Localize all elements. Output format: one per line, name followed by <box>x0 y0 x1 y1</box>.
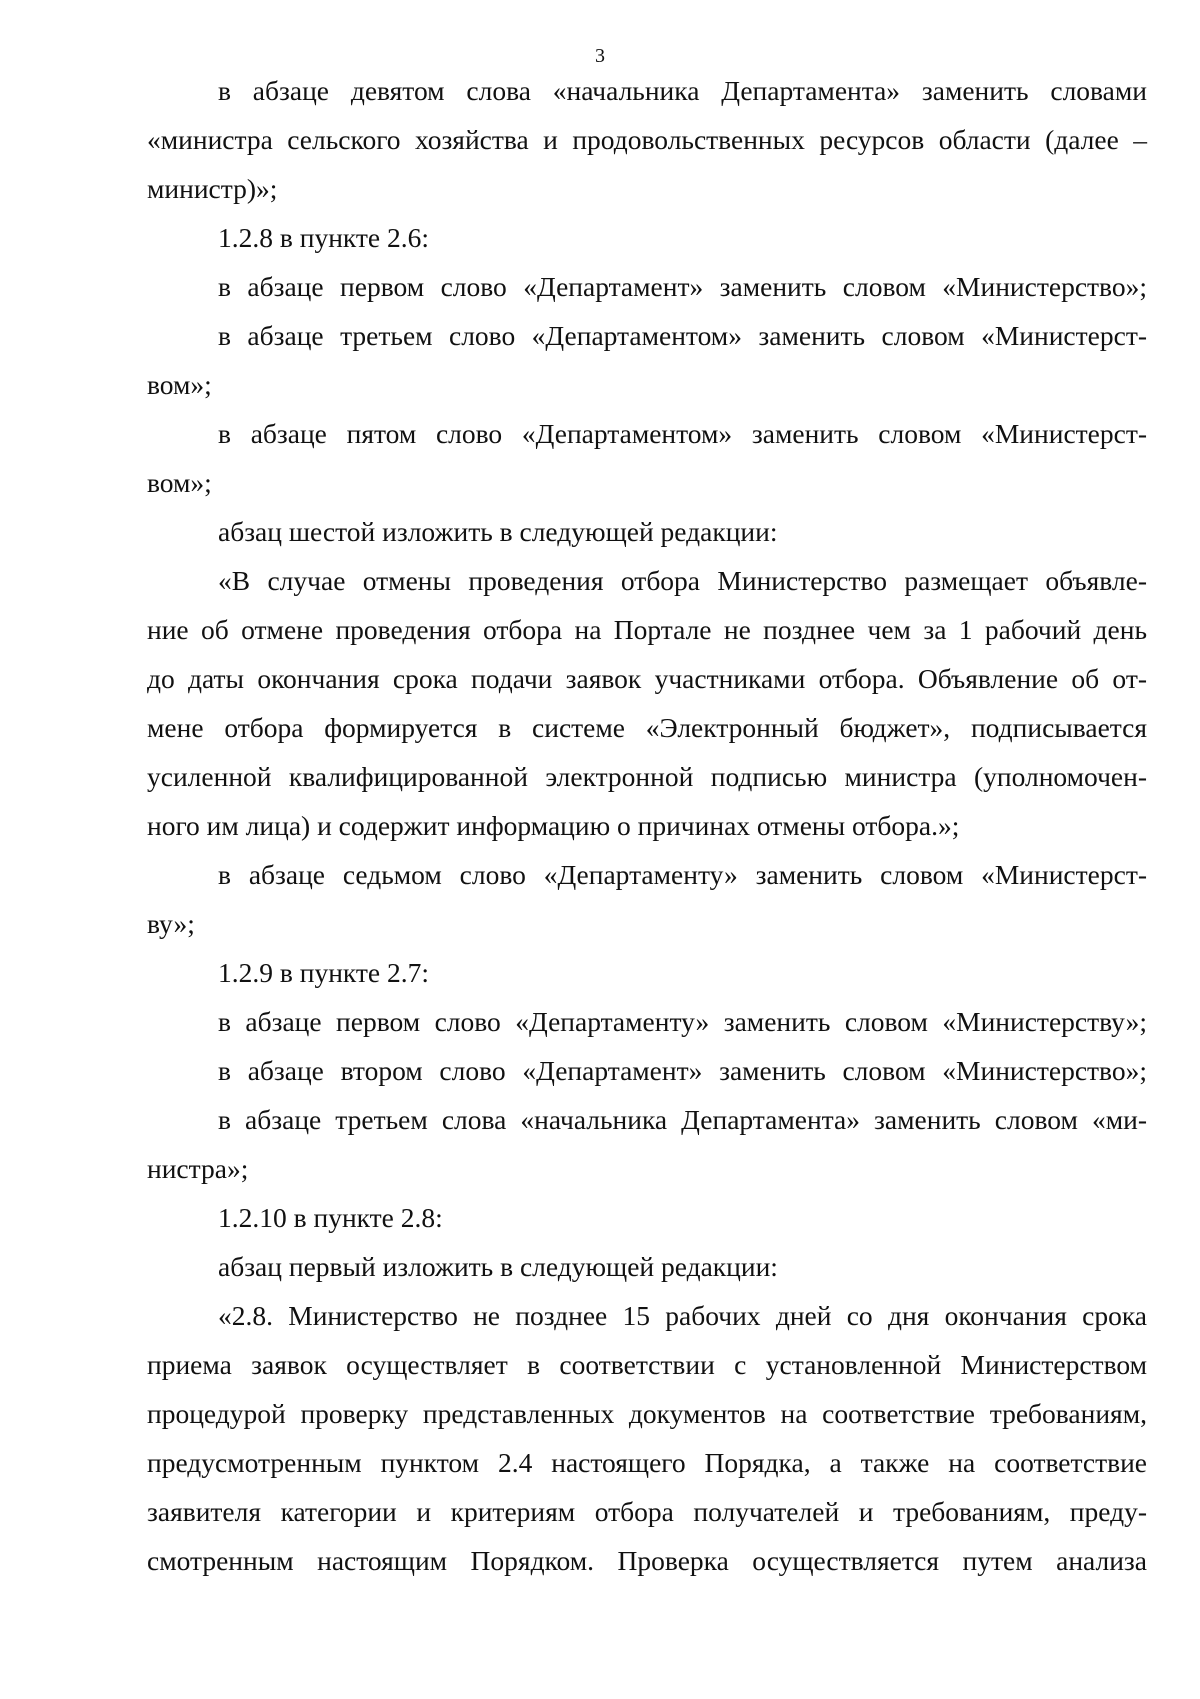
text-line: абзац шестой изложить в следующей редакции: <box>218 516 778 547</box>
text-line: в абзаце третьем слова «начальника Департамента» заменить словом «ми- <box>218 1104 1147 1135</box>
text-line: до даты окончания срока подачи заявок участниками отбора. Объявление об от- <box>147 663 1147 694</box>
text-line: заявителя категории и критериям отбора получателей и требованиям, преду- <box>147 1496 1147 1527</box>
text-line: в абзаце втором слово «Департамент» заменить словом «Министерство»; <box>218 1055 1147 1086</box>
text-line: в абзаце пятом слово «Департаментом» заменить словом «Министерст- <box>218 418 1147 449</box>
text-line: мене отбора формируется в системе «Электронный бюджет», подписывается <box>147 712 1147 743</box>
text-line: абзац первый изложить в следующей редакции: <box>218 1251 778 1282</box>
text-line: в абзаце первом слово «Департаменту» заменить словом «Министерству»; <box>218 1006 1147 1037</box>
text-line: смотренным настоящим Порядком. Проверка осуществляется путем анализа <box>147 1545 1147 1576</box>
text-line: приема заявок осуществляет в соответствии с установленной Министерством <box>147 1349 1147 1380</box>
text-line: усиленной квалифицированной электронной подписью министра (уполномочен- <box>147 761 1147 792</box>
text-line: процедурой проверку представленных документов на соответствие требованиям, <box>147 1398 1147 1429</box>
text-line: в абзаце седьмом слово «Департаменту» заменить словом «Министерст- <box>218 859 1147 890</box>
text-line: в абзаце девятом слова «начальника Департамента» заменить словами <box>218 75 1147 106</box>
document-body <box>147 66 1147 1585</box>
text-line: «В случае отмены проведения отбора Министерство размещает объявле- <box>218 565 1147 596</box>
text-line: вом»; <box>147 369 212 400</box>
text-line: нистра»; <box>147 1153 249 1184</box>
text-line: в абзаце третьем слово «Департаментом» заменить словом «Министерст- <box>218 320 1147 351</box>
text-line: министр)»; <box>147 173 278 204</box>
text-line: в абзаце первом слово «Департамент» заменить словом «Министерство»; <box>218 271 1147 302</box>
text-line: 1.2.8 в пункте 2.6: <box>218 222 430 253</box>
text-line: предусмотренным пунктом 2.4 настоящего Порядка, а также на соответствие <box>147 1447 1147 1478</box>
text-line: «2.8. Министерство не позднее 15 рабочих дней со дня окончания срока <box>218 1300 1147 1331</box>
text-line: ного им лица) и содержит информацию о причинах отмены отбора.»; <box>147 810 960 841</box>
text-line: вом»; <box>147 467 212 498</box>
text-line: ву»; <box>147 908 195 939</box>
text-line: ние об отмене проведения отбора на Портале не позднее чем за 1 рабочий день <box>147 614 1147 645</box>
page-number: 3 <box>595 45 605 67</box>
text-line: 1.2.10 в пункте 2.8: <box>218 1202 443 1233</box>
text-line: 1.2.9 в пункте 2.7: <box>218 957 430 988</box>
text-line: «министра сельского хозяйства и продовольственных ресурсов области (далее – <box>147 124 1147 155</box>
